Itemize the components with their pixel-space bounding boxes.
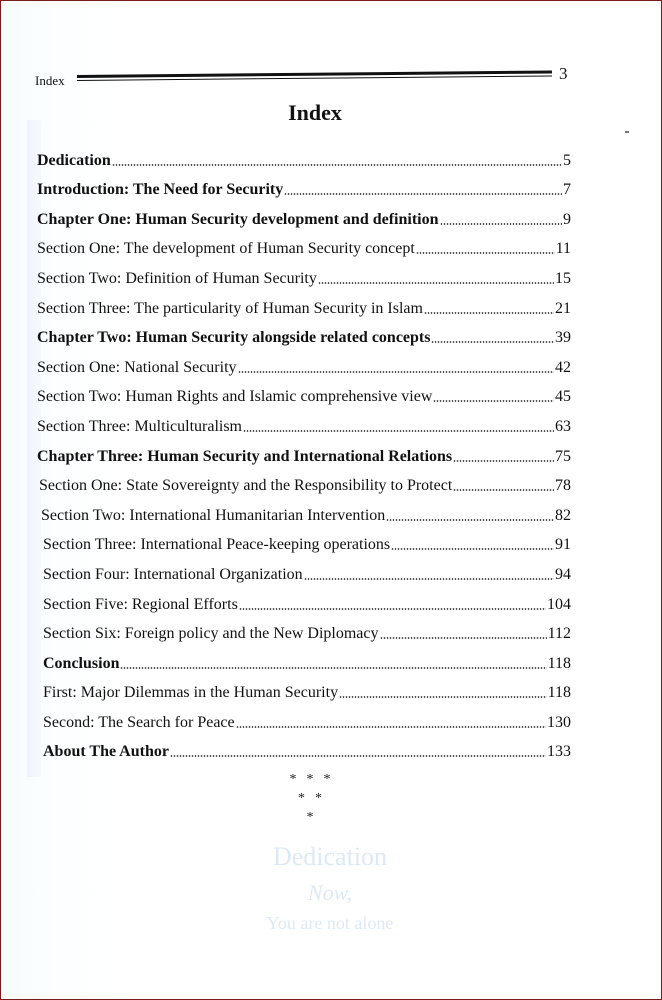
dot-leader	[170, 755, 546, 757]
toc-entry-page: 133	[547, 743, 571, 761]
toc-entry-page: 45	[555, 388, 571, 406]
header-rule	[77, 70, 552, 83]
toc-entry	[37, 258, 571, 288]
dot-leader	[120, 667, 546, 669]
show-through-text: You are not alone	[266, 913, 394, 933]
toc-entry	[37, 466, 571, 496]
dot-leader	[318, 282, 554, 284]
toc-entry-label: Section One: National Security	[37, 358, 237, 376]
toc-entry	[37, 673, 571, 703]
toc-entry-page: 82	[555, 506, 571, 524]
toc-entry-page: 78	[555, 477, 571, 495]
dot-leader	[380, 637, 547, 639]
dot-leader	[391, 548, 554, 550]
ornament-asterisks	[270, 770, 360, 827]
toc-entry-label: Chapter One: Human Security development and definition	[37, 210, 439, 228]
toc-entry	[37, 732, 571, 762]
toc-entry-page: 5	[563, 151, 571, 169]
toc-entry	[37, 347, 571, 377]
toc-entry-label: Section One: State Sovereignty and the Responsibility to Protect	[39, 477, 453, 495]
toc-entry	[37, 554, 571, 584]
toc-entry-page: 11	[555, 240, 571, 258]
dot-leader	[239, 608, 546, 610]
toc-entry	[37, 377, 571, 407]
running-head-label: Index	[35, 73, 65, 88]
page-title: Index	[288, 100, 342, 125]
toc-entry-page: 118	[547, 684, 571, 702]
toc-entry-page: 63	[555, 417, 571, 435]
toc-entry-label: Dedication	[37, 151, 111, 169]
toc-entry-label: Section Three: The particularity of Human Security in Islam	[37, 299, 423, 317]
toc-entry-page: 94	[555, 565, 571, 583]
toc-entry-label: Section Two: International Humanitarian Intervention	[41, 506, 386, 524]
page-number: 3	[559, 64, 568, 83]
dot-leader	[453, 460, 554, 462]
toc-entry-page: 42	[555, 358, 571, 376]
toc-entry	[37, 170, 571, 200]
toc-entry-page: 130	[547, 713, 571, 731]
show-through-text: Now,	[307, 880, 353, 905]
toc-entry	[37, 140, 571, 170]
toc-entry-page: 75	[555, 447, 571, 465]
toc-entry	[37, 288, 571, 318]
dot-leader	[453, 489, 554, 491]
toc-entry	[37, 702, 571, 732]
toc-entry-label: Section Two: Human Rights and Islamic comprehensive view	[37, 388, 433, 406]
toc-entry-page: 112	[547, 625, 571, 643]
toc-entry-page: 104	[547, 595, 571, 613]
running-head	[35, 64, 575, 86]
dot-leader	[238, 371, 554, 373]
dot-leader	[236, 726, 546, 728]
ornament-row: *	[306, 810, 324, 825]
toc-entry-label: Section Five: Regional Efforts	[43, 595, 238, 613]
toc-entry	[37, 614, 571, 644]
toc-entry-page: 7	[563, 181, 571, 199]
toc-entry-label: First: Major Dilemmas in the Human Security	[43, 684, 339, 702]
ornament-row: **	[298, 791, 332, 806]
toc-entry-label: Section Two: Definition of Human Security	[37, 269, 317, 287]
toc-entry	[37, 436, 571, 466]
scan-speck	[625, 131, 629, 133]
toc-entry	[37, 406, 571, 436]
toc-entry-label: Section One: The development of Human Security concept	[37, 240, 415, 258]
dot-leader	[284, 193, 562, 195]
toc-entry-label: About The Author	[43, 743, 169, 761]
dot-leader	[431, 341, 554, 343]
show-through-text: Dedication	[272, 842, 388, 871]
toc-entry-page: 118	[547, 654, 571, 672]
toc-entry	[37, 525, 571, 555]
dot-leader	[339, 696, 547, 698]
toc-entry	[37, 584, 571, 614]
toc-entry-label: Introduction: The Need for Security	[37, 181, 284, 199]
dot-leader	[416, 252, 555, 254]
toc-entry	[37, 199, 571, 229]
toc-entry-label: Section Three: International Peace-keeping operations	[43, 536, 391, 554]
dot-leader	[440, 223, 563, 225]
toc-entry-label: Chapter Two: Human Security alongside related concepts	[37, 329, 431, 347]
toc-entry-page: 9	[563, 210, 571, 228]
toc-entry-label: Section Six: Foreign policy and the New Diplomacy	[43, 625, 379, 643]
toc-entry	[37, 318, 571, 348]
toc-entry	[37, 229, 571, 259]
table-of-contents	[37, 140, 571, 761]
toc-entry-label: Second: The Search for Peace	[43, 713, 235, 731]
toc-entry-page: 15	[555, 269, 571, 287]
dot-leader	[243, 430, 554, 432]
dot-leader	[112, 164, 562, 166]
toc-entry-label: Section Four: International Organization	[43, 565, 303, 583]
dot-leader	[433, 400, 554, 402]
toc-entry-label: Conclusion	[43, 654, 120, 672]
toc-entry-page: 21	[555, 299, 571, 317]
toc-entry-label: Section Three: Multiculturalism	[37, 417, 242, 435]
dot-leader	[386, 519, 554, 521]
toc-entry	[37, 495, 571, 525]
ornament-row: ***	[289, 772, 341, 787]
toc-entry-page: 39	[555, 329, 571, 347]
dot-leader	[424, 312, 554, 314]
toc-entry-page: 91	[555, 536, 571, 554]
dot-leader	[304, 578, 554, 580]
toc-entry	[37, 643, 571, 673]
toc-entry-label: Chapter Three: Human Security and International Relations	[37, 447, 453, 465]
